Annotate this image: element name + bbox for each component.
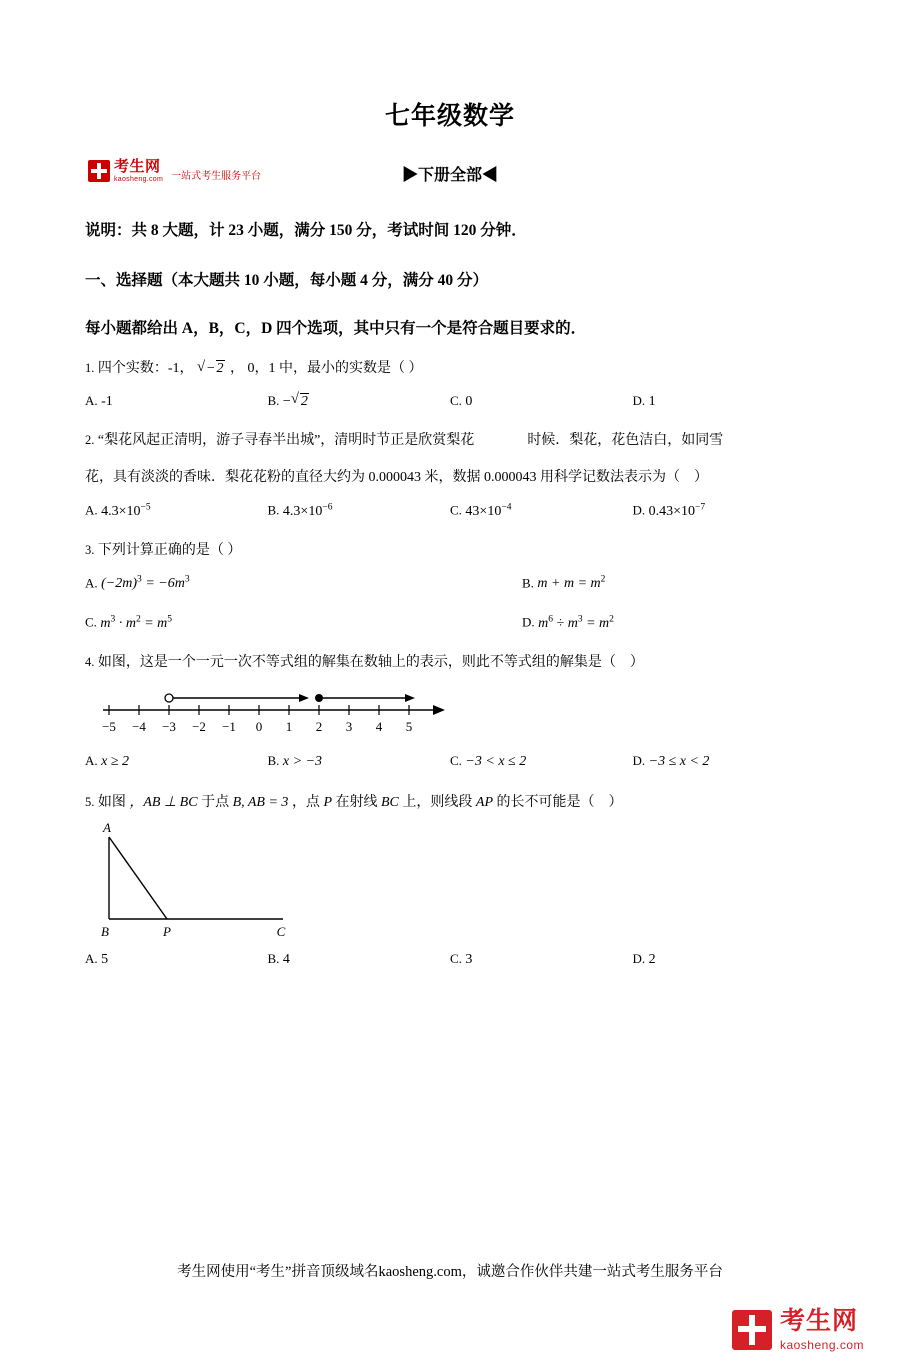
option-B-text: − √ 2 — [283, 394, 311, 409]
option-A-label: A. — [85, 502, 98, 518]
option-B-label: B. — [267, 752, 280, 768]
question-3-number: 3. — [85, 542, 95, 557]
logo-slogan: 一站式考生服务平台 — [171, 171, 262, 182]
question-4 — [85, 652, 815, 674]
question-3-stem: 下列计算正确的是（ ） — [97, 542, 242, 558]
option-C-label: C. — [450, 951, 462, 967]
question-3 — [85, 540, 815, 562]
option-D-label: D. — [632, 502, 646, 518]
question-2-value-1: 0.000043 — [368, 470, 421, 486]
watermark-name-cn: 考生网 — [779, 1307, 858, 1335]
document-page — [0, 96, 900, 1369]
svg-text:−3: −3 — [162, 718, 176, 734]
option-D[interactable] — [450, 614, 815, 632]
option-B-label: B. — [267, 392, 280, 408]
option-C[interactable] — [450, 502, 633, 520]
option-B[interactable] — [268, 951, 451, 968]
question-1-number: 1. — [85, 361, 95, 375]
question-5-stem-2: ，AB ⊥ BC — [129, 794, 198, 810]
watermark-text — [780, 1309, 864, 1351]
option-A[interactable] — [85, 575, 450, 593]
question-1-options — [85, 393, 815, 410]
page-footer: 考生网使用“考生”拼音顶级域名kaosheng.com，诚邀合作伙伴共建一站式考生服务平台 — [177, 1264, 723, 1280]
option-A[interactable] — [85, 753, 268, 770]
question-5-stem-4: B, AB = 3 — [232, 794, 289, 810]
question-2-line2 — [85, 467, 815, 489]
option-C-text: −3 < x ≤ 2 — [465, 753, 527, 769]
option-C[interactable] — [85, 614, 450, 632]
question-5-stem-6: P — [323, 794, 332, 810]
option-B[interactable] — [268, 502, 451, 520]
triangle-svg — [93, 819, 313, 944]
option-C-text: $43\times 10^{-4}$ — [465, 502, 512, 519]
question-5-stem-1: 如图 — [97, 794, 126, 810]
svg-text:−2: −2 — [192, 718, 206, 734]
logo-text — [114, 159, 163, 183]
question-2-options — [85, 502, 815, 520]
option-C[interactable] — [450, 393, 633, 410]
option-C-text: 0 — [465, 393, 473, 409]
logo-mark-icon — [88, 160, 110, 182]
option-C-label: C. — [450, 502, 462, 518]
question-1: 1. 四个实数：‑1， √ −2 ， 0，1 中，最小的实数是（ ） — [85, 358, 815, 380]
triangle-figure — [85, 819, 815, 949]
svg-text:B: B — [101, 924, 109, 940]
option-C-text: 3 — [465, 952, 473, 968]
svg-text:2: 2 — [315, 718, 323, 734]
question-1-stem-b: 0，1 中，最小的实数是（ ） — [247, 361, 423, 376]
option-B[interactable] — [268, 393, 451, 410]
question-2-number: 2. — [85, 432, 95, 447]
option-C-label: C. — [85, 614, 97, 630]
svg-text:4: 4 — [375, 718, 383, 734]
svg-text:3: 3 — [345, 718, 353, 734]
option-B-label: B. — [522, 575, 534, 591]
option-A-label: A. — [85, 951, 98, 967]
option-D[interactable] — [633, 951, 816, 968]
question-5-stem-5: ，点 — [291, 794, 320, 810]
watermark — [732, 1309, 864, 1351]
option-A-text: 5 — [101, 952, 109, 968]
question-5-options — [85, 951, 815, 968]
option-A[interactable] — [85, 951, 268, 968]
option-A[interactable] — [85, 502, 268, 520]
exam-note: 说明：共 8 大题，计 23 小题，满分 150 分，考试时间 120 分钟． — [85, 222, 527, 239]
option-B[interactable] — [268, 753, 451, 770]
question-5-stem-10: AP — [475, 794, 493, 810]
number-line-figure — [85, 684, 815, 747]
svg-text:C: C — [276, 924, 286, 940]
question-4-number: 4. — [85, 654, 95, 669]
question-3-options-row2 — [85, 614, 815, 632]
option-C-text: $m^3 \cdot m^2 = m^5$ — [100, 614, 173, 631]
option-D[interactable] — [633, 393, 816, 410]
svg-text:0: 0 — [255, 718, 263, 734]
svg-text:−1: −1 — [222, 718, 236, 734]
question-2-line1b: 时候．梨花，花色洁白，如同雪 — [527, 432, 724, 448]
section-title: 一、选择题（本大题共 10 小题，每小题 4 分，满分 40 分） — [85, 272, 489, 289]
question-4-stem: 如图，这是一个一元一次不等式组的解集在数轴上的表示，则此不等式组的解集是（ ） — [97, 654, 644, 670]
question-1-stem-a: 四个实数：‑1， — [97, 361, 194, 376]
svg-text:P: P — [163, 924, 171, 940]
option-D[interactable] — [633, 502, 816, 520]
option-A-label: A. — [85, 392, 98, 408]
section-subtitle: 每小题都给出 A，B，C，D 四个选项，其中只有一个是符合题目要求的． — [85, 320, 587, 337]
option-B-text: x > −3 — [282, 753, 323, 769]
watermark-name-en: kaosheng.com — [779, 1338, 864, 1352]
svg-text:1: 1 — [285, 718, 293, 734]
option-D-label: D. — [632, 951, 646, 967]
option-D-label: D. — [632, 392, 646, 408]
option-B-text: $m + m = m^2$ — [537, 574, 606, 592]
svg-text:−5: −5 — [102, 718, 116, 734]
question-5-stem-9: 上，则线段 — [402, 794, 473, 810]
question-2-line2-a: 花，具有淡淡的香味．梨花花粉的直径大约为 — [85, 470, 365, 486]
question-4-options — [85, 753, 815, 770]
question-5-stem-11: 的长不可能是（ ） — [496, 794, 623, 810]
option-A[interactable] — [85, 393, 268, 410]
option-A-text: ‑1 — [101, 393, 113, 409]
site-logo — [88, 158, 261, 184]
logo-name-cn: 考生网 — [114, 158, 161, 175]
option-B-label: B. — [267, 502, 280, 518]
question-3-options-row1 — [85, 575, 815, 593]
svg-text:A: A — [103, 820, 111, 836]
option-B-text: $4.3\times 10^{-6}$ — [282, 502, 333, 519]
number-line-svg — [93, 684, 453, 742]
option-D[interactable] — [633, 753, 816, 770]
question-1-radical: √ −2 — [197, 358, 226, 380]
page-subtitle: ▶下册全部◀ — [401, 167, 498, 184]
svg-text:5: 5 — [405, 718, 413, 734]
option-B-text: 4 — [282, 952, 290, 968]
question-2-line1: “梨花风起正清明，游子寻春半出城”，清明时节正是欣赏梨花 — [97, 432, 475, 448]
option-D-label: D. — [632, 752, 646, 768]
option-C-label: C. — [450, 392, 462, 408]
option-A-label: A. — [85, 752, 98, 768]
option-D-text: $m^6 \div m^3 = m^2$ — [538, 614, 614, 631]
question-2-line2-c: 用科学记数法表示为（ ） — [540, 470, 708, 486]
option-C-label: C. — [450, 752, 462, 768]
page-title: 七年级数学 — [384, 103, 515, 130]
watermark-mark-icon — [732, 1310, 772, 1350]
option-A-text: $4.3\times 10^{-5}$ — [101, 502, 151, 519]
question-5-stem-3: 于点 — [201, 794, 230, 810]
logo-name-en: kaosheng.com — [114, 176, 164, 183]
question-5-stem-7: 在射线 — [335, 794, 378, 810]
option-C[interactable] — [450, 951, 633, 968]
option-B[interactable] — [450, 575, 815, 593]
option-C[interactable] — [450, 753, 633, 770]
question-5-stem-8: BC — [381, 794, 399, 810]
option-D-label: D. — [522, 614, 535, 630]
question-2-line2-b: 米，数据 — [424, 470, 481, 486]
option-D-text: 1 — [648, 393, 656, 409]
option-D-text: 2 — [648, 952, 656, 968]
option-A-text: x ≥ 2 — [101, 753, 130, 769]
question-2 — [85, 430, 815, 489]
option-D-text: −3 ≤ x < 2 — [648, 753, 710, 769]
option-A-text: $(-2m)^3 = -6m^3$ — [101, 574, 190, 592]
option-D-text: $0.43\times 10^{-7}$ — [648, 502, 706, 519]
option-A-label: A. — [85, 575, 98, 591]
question-5-number: 5. — [85, 794, 95, 809]
question-2-value-2: 0.000043 — [484, 470, 537, 486]
svg-text:−4: −4 — [132, 718, 146, 734]
option-B-label: B. — [267, 951, 280, 967]
question-5 — [85, 792, 815, 814]
